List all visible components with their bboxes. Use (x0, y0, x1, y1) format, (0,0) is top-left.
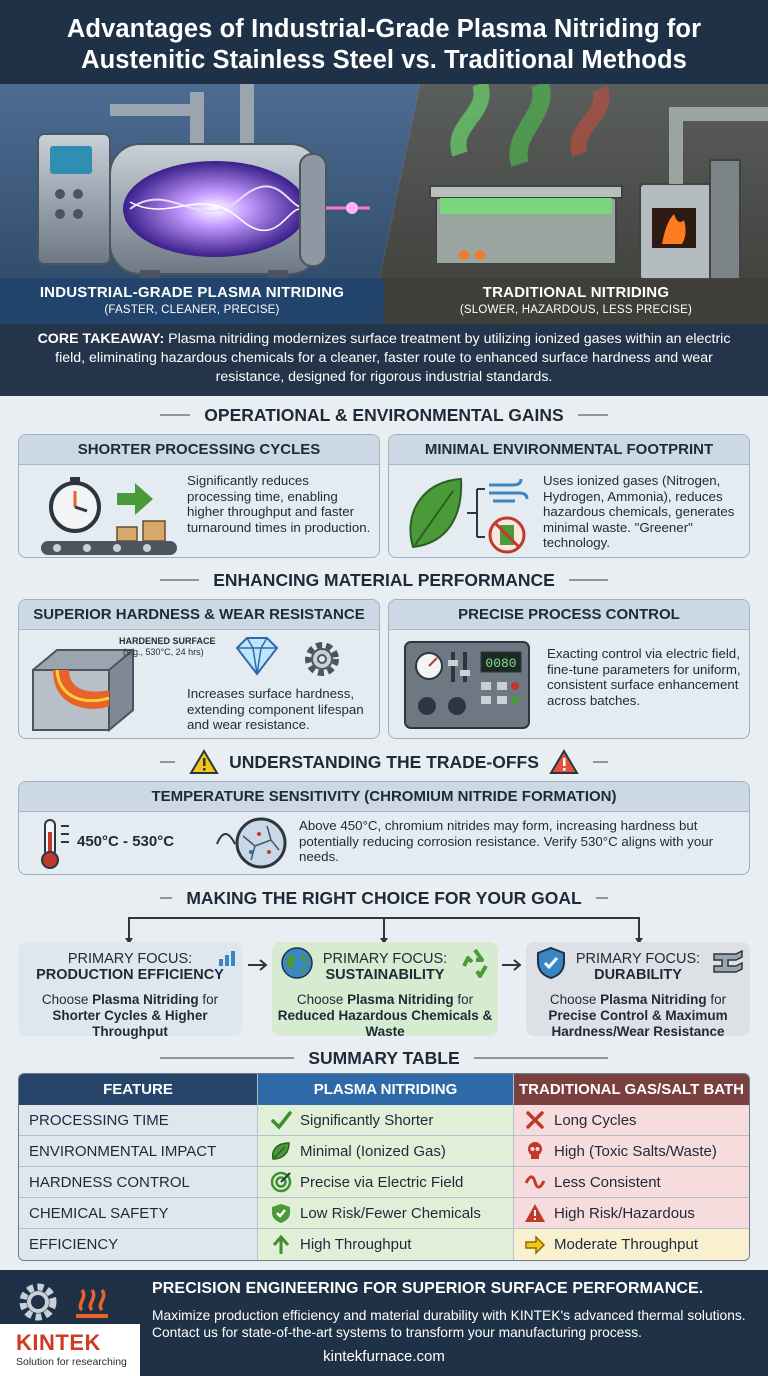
choice-mid: for (453, 992, 474, 1007)
diamond-icon (233, 636, 281, 676)
wave-icon (524, 1171, 546, 1193)
choice-body (272, 992, 498, 1040)
title-line-1: Advantages of Industrial-Grade Plasma Nitriding for (66, 15, 702, 43)
card-hardness-wear (18, 599, 380, 739)
choice-durability (526, 942, 750, 1039)
microstructure-magnifier-icon (215, 816, 297, 874)
card-title: TEMPERATURE SENSITIVITY (CHROMIUM NITRIDE FORMATION) (19, 782, 749, 812)
card-title: PRECISE PROCESS CONTROL (389, 600, 749, 630)
logo-tagline: Solution for researching (16, 1356, 127, 1368)
check-icon (270, 1109, 292, 1131)
shield-check-icon (270, 1202, 292, 1224)
traditional-value: High Risk/Hazardous (554, 1204, 695, 1222)
card-title: SUPERIOR HARDNESS & WEAR RESISTANCE (19, 600, 379, 630)
stopwatch-conveyor-icon (37, 473, 187, 557)
plasma-value: High Throughput (300, 1236, 412, 1253)
warning-icon (189, 749, 219, 775)
shield-check-icon (536, 946, 566, 980)
choice-pre: Choose (549, 992, 601, 1007)
target-icon (270, 1171, 292, 1193)
table-row (19, 1198, 749, 1229)
summary-table (18, 1073, 750, 1261)
section-title-choice: MAKING THE RIGHT CHOICE FOR YOUR GOAL (186, 887, 582, 908)
choice-benefit: Precise Control & Maximum Hardness/Wear Resistance (548, 1008, 728, 1039)
x-icon (524, 1109, 546, 1131)
plasma-cell (257, 1167, 513, 1197)
choice-focus-label: PRIMARY FOCUS: (322, 951, 448, 967)
card-body: Exacting control via electric field, fine-tune parameters for uniform, consistent surface enhancement across batches. (547, 646, 741, 708)
leaf-icon (270, 1140, 292, 1162)
globe-icon (280, 946, 314, 980)
footer-body: Maximize production efficiency and material durability with KINTEK's advanced thermal solutions. Contact us for state-of-the-art systems to transform your manufacturing process. (152, 1308, 746, 1340)
card-body: Significantly reduces processing time, enabling higher throughput and faster turnaround times in production. (187, 473, 371, 535)
header-plasma: PLASMA NITRIDING (257, 1074, 513, 1105)
core-takeaway (0, 324, 768, 396)
gear-icon (299, 636, 345, 682)
footer-url-link[interactable]: kintekfurnace.com (323, 1348, 445, 1365)
plasma-value: Minimal (Ionized Gas) (300, 1142, 446, 1160)
title-line-2: Austenitic Stainless Steel vs. Traditional Methods (81, 46, 687, 74)
takeaway-label: CORE TAKEAWAY: (37, 331, 165, 347)
footer-title: PRECISION ENGINEERING FOR SUPERIOR SURFACE PERFORMANCE. (152, 1280, 704, 1297)
plasma-value: Precise via Electric Field (300, 1173, 464, 1191)
card-body: Above 450°C, chromium nitrides may form, increasing hardness but potentially reducing corrosion resistance. Verify 530°C aligns with your needs. (299, 818, 714, 864)
card-process-control (388, 599, 750, 739)
card-environmental-footprint (388, 434, 750, 558)
card-body: Uses ionized gases (Nitrogen, Hydrogen, Ammonia), reduces hazardous chemicals, generates minimal waste. "Greener" technology. (543, 473, 735, 550)
hero-left-caption (0, 278, 384, 324)
header-traditional: TRADITIONAL GAS/SALT BATH (513, 1074, 749, 1105)
leaf-gas-icon (403, 473, 543, 555)
traditional-cell (513, 1105, 749, 1135)
section-title-operational: OPERATIONAL & ENVIRONMENTAL GAINS (204, 404, 564, 425)
feature-cell: CHEMICAL SAFETY (19, 1198, 257, 1228)
choice-focus-label: PRIMARY FOCUS: (575, 951, 701, 967)
page-title (0, 14, 768, 76)
choice-mid: for (706, 992, 727, 1007)
choice-pre: Choose (41, 992, 93, 1007)
arrow-right-icon (524, 1234, 546, 1256)
card-temperature-sensitivity (18, 781, 750, 875)
section-title-tradeoffs: UNDERSTANDING THE TRADE-OFFS (229, 751, 539, 772)
warning-icon (524, 1202, 546, 1224)
choice-pre: Choose (296, 992, 348, 1007)
arrow-right-icon (246, 958, 270, 972)
gear-icon (16, 1280, 60, 1324)
logo-name: KINTEK (16, 1330, 101, 1355)
plasma-cell (257, 1229, 513, 1260)
feature-cell: EFFICIENCY (19, 1229, 257, 1260)
hardened-steel-block-icon (27, 640, 137, 734)
traditional-nitriding-subtitle: (SLOWER, HAZARDOUS, LESS PRECISE) (459, 304, 693, 316)
table-header-row (19, 1074, 749, 1105)
choice-goal: SUSTAINABILITY (325, 967, 445, 983)
plasma-nitriding-subtitle: (FASTER, CLEANER, PRECISE) (104, 304, 280, 316)
traditional-value: High (Toxic Salts/Waste) (554, 1142, 717, 1160)
traditional-cell (513, 1136, 749, 1166)
traditional-value: Long Cycles (554, 1111, 637, 1129)
choice-goal: DURABILITY (594, 967, 682, 983)
table-row (19, 1167, 749, 1198)
table-row (19, 1136, 749, 1167)
panel-display-readout: 0080 (485, 656, 517, 671)
traditional-cell (513, 1167, 749, 1197)
choice-mid: for (198, 992, 219, 1007)
header-feature: FEATURE (19, 1074, 257, 1105)
section-title-performance: ENHANCING MATERIAL PERFORMANCE (213, 569, 555, 590)
card-shorter-processing (18, 434, 380, 558)
plasma-cell (257, 1105, 513, 1135)
traditional-cell (513, 1229, 749, 1260)
feature-cell: PROCESSING TIME (19, 1105, 257, 1135)
plasma-cell (257, 1198, 513, 1228)
choice-method: Plasma Nitriding (92, 992, 199, 1007)
hero-illustration (0, 84, 768, 324)
section-summary (0, 1045, 768, 1071)
choice-production-efficiency (18, 942, 242, 1039)
section-operational (0, 402, 768, 428)
feature-cell: HARDNESS CONTROL (19, 1167, 257, 1197)
card-title: MINIMAL ENVIRONMENTAL FOOTPRINT (389, 435, 749, 465)
control-panel-icon (403, 640, 531, 730)
choice-benefit: Reduced Hazardous Chemicals & Waste (277, 1008, 493, 1039)
skull-icon (524, 1140, 546, 1162)
choice-body (526, 992, 750, 1040)
bar-chart-icon (218, 950, 236, 966)
choice-method: Plasma Nitriding (347, 992, 454, 1007)
card-title: SHORTER PROCESSING CYCLES (19, 435, 379, 465)
hardened-surface-sublabel: (s:g., 530°C, 24 hrs) (123, 647, 204, 657)
traditional-nitriding-title: TRADITIONAL NITRIDING (482, 284, 670, 301)
hero-right-caption (384, 278, 768, 324)
choice-benefit: Shorter Cycles & Higher Throughput (52, 1008, 208, 1039)
table-row (19, 1229, 749, 1260)
choice-method: Plasma Nitriding (600, 992, 707, 1007)
thermometer-icon (37, 818, 81, 870)
section-title-summary: SUMMARY TABLE (308, 1047, 460, 1068)
card-body: Increases surface hardness, extending component lifespan and wear resistance. (187, 686, 364, 732)
plasma-value: Low Risk/Fewer Chemicals (300, 1204, 481, 1222)
heat-icon (72, 1282, 112, 1322)
temperature-range: 450°C - 530°C (77, 833, 175, 850)
traditional-value: Less Consistent (554, 1173, 661, 1191)
traditional-value: Moderate Throughput (554, 1236, 698, 1253)
feature-cell: ENVIRONMENTAL IMPACT (19, 1136, 257, 1166)
takeaway-text: Plasma nitriding modernizes surface treatment by utilizing ionized gases within an electric field, eliminating hazardous chemicals for a cleaner, faster route to enhanced surface hardness and wear resistance, designed for rigorous industrial standards. (55, 331, 731, 385)
warning-red-icon (549, 749, 579, 775)
table-row (19, 1105, 749, 1136)
plasma-cell (257, 1136, 513, 1166)
choice-body (18, 992, 242, 1040)
choice-goal: PRODUCTION EFFICIENCY (36, 967, 224, 983)
page-footer (0, 1270, 768, 1376)
arrow-up-icon (270, 1234, 292, 1256)
page-header (0, 0, 768, 84)
plasma-nitriding-title: INDUSTRIAL-GRADE PLASMA NITRIDING (39, 284, 345, 301)
hardened-surface-label: HARDENED SURFACE (119, 636, 216, 646)
traditional-cell (513, 1198, 749, 1228)
choice-sustainability (272, 942, 498, 1039)
choice-focus-label: PRIMARY FOCUS: (67, 951, 193, 967)
plasma-value: Significantly Shorter (300, 1111, 434, 1129)
arrow-right-icon (500, 958, 524, 972)
recycle-icon (458, 946, 492, 980)
steel-beam-icon (712, 950, 744, 976)
section-performance (0, 567, 768, 593)
section-tradeoffs (0, 749, 768, 775)
